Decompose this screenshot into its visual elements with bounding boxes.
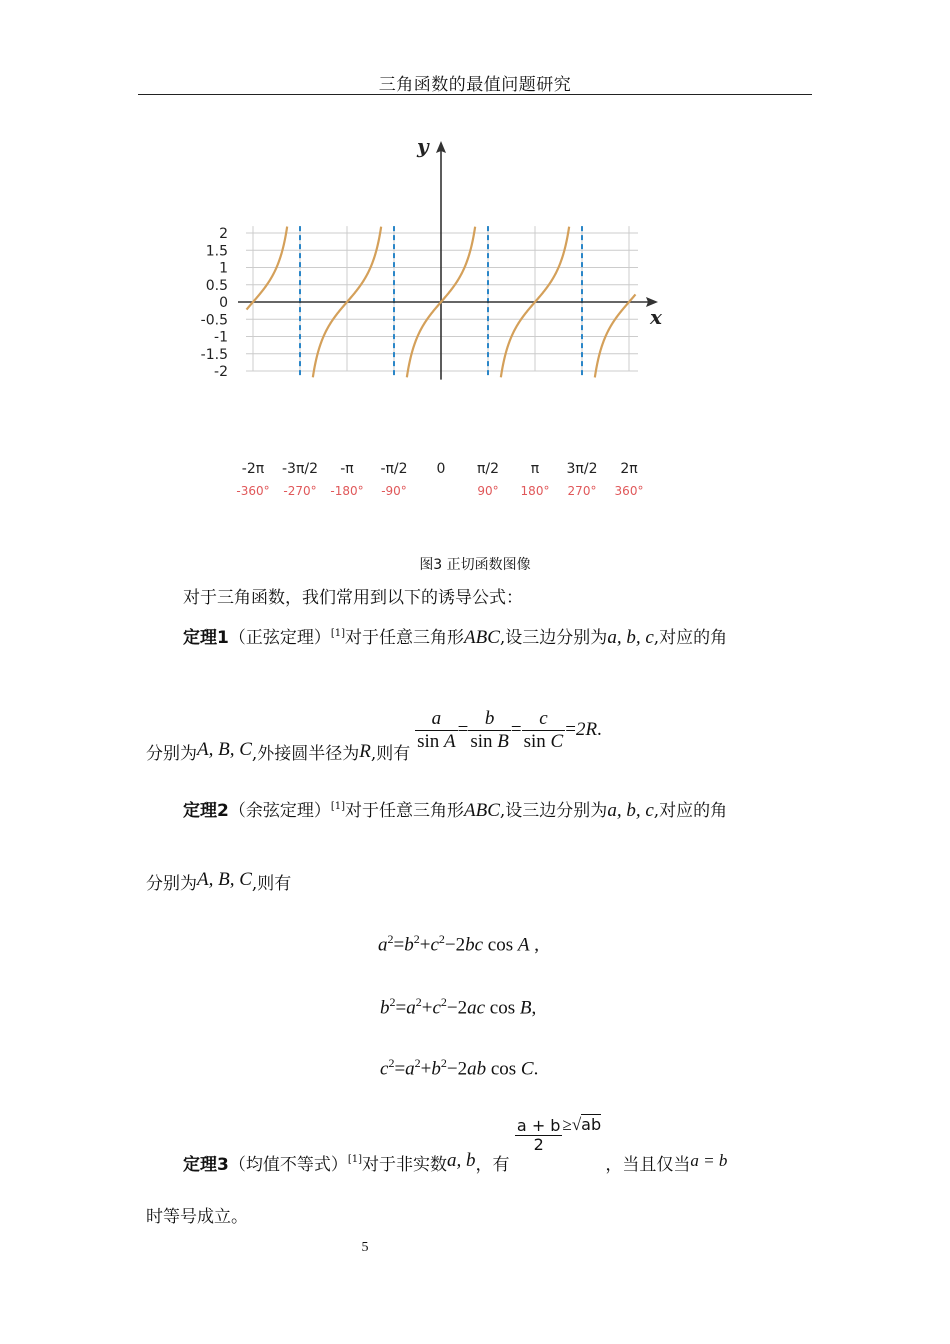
x-tick-label: 3π/2 [566,461,598,477]
cosine-law-eq-2: $b^2=a^2+c^2-2ac$ cos B, [380,995,537,1019]
theorem-1-ref: [1] [330,628,346,639]
x-tick-degree-label: 90° [477,484,499,498]
theorem-1-line1: 定理1（正弦定理）[1]对于任意三角形ABC,设三边分别为a, b, c,对应的角 [183,627,728,648]
theorem-1-title: 定理1 [183,628,229,648]
y-tick-label: 1.5 [205,243,228,260]
theorem-3-line1: 定理3（均值不等式）$_{[1]}$对于非实数a, b，有 $\frac{a + b}{2}$ ≥√ab ，当且仅当a = b [183,1114,728,1175]
theorem-2-ref: [1] [330,801,346,812]
page-number: 5 [361,1240,369,1255]
theorem-1-name: （正弦定理） [228,628,331,648]
figure-caption: 图3 正切函数图像 [419,557,531,573]
cosine-law-eq-3: $c^2=a^2+b^2-2ab$ cos C. [380,1056,539,1080]
y-tick-label: 0 [219,295,228,311]
y-tick-label: -2 [214,364,228,380]
x-tick-labels [236,461,643,498]
x-tick-label: π/2 [476,461,500,477]
chart-grid [246,226,638,371]
y-tick-labels [201,226,228,380]
triangle-name: ABC [464,627,500,648]
theorem-2-line1: 定理2（余弦定理）[1]对于任意三角形ABC,设三边分别为a, b, c,对应的角 [183,800,728,821]
theorem-3-title: 定理3 [183,1154,229,1175]
y-tick-label: 1 [219,260,228,277]
running-header: 三角函数的最值问题研究 [378,75,572,95]
chart-axes [238,134,663,380]
sine-law-formula: $\frac{a}{\text{sin A}}$ = $\frac{b}{\text{sin B}}$ = $\frac{c}{\text{sin C}}$ =2R. [417,708,602,752]
x-tick-degree-label: -270° [283,484,317,498]
x-tick-degree-label: -360° [236,484,270,498]
y-tick-label: -1.5 [200,346,228,363]
theorem-2-name: （余弦定理） [228,801,331,821]
x-tick-degree-label: -90° [381,484,407,498]
x-tick-label: 2π [620,461,638,477]
x-tick-label: π [530,461,540,477]
theorem-2-line2: 分别为A, B, C,则有 [146,869,292,894]
y-tick-label: 0.5 [205,277,228,294]
y-tick-label: 2 [219,226,228,242]
y-tick-label: -1 [214,329,228,346]
intro-text: 对于三角函数，我们常用到以下的诱导公式： [183,588,523,608]
x-tick-label: -π [340,461,354,477]
x-tick-label: -3π/2 [281,461,319,477]
y-tick-label: -0.5 [200,312,228,329]
y-axis-label: y [417,134,429,158]
theorem-3-line2: 时等号成立。 [146,1207,248,1227]
x-tick-degree-label: -180° [330,484,364,498]
x-tick-degree-label: 360° [614,484,644,498]
x-tick-degree-label: 270° [567,484,597,498]
x-tick-degree-label: 180° [520,484,550,498]
theorem-2-title: 定理2 [183,801,229,821]
x-tick-label: -π/2 [380,461,408,477]
x-tick-label: -2π [241,461,265,477]
am-gm-formula: $\frac{a + b}{2}$ ≥√ab [516,1114,602,1155]
x-tick-label: 0 [436,461,446,477]
header-rule [138,94,812,95]
theorem-3-name: （均值不等式） [228,1154,348,1175]
theorem-1-line2: 分别为A, B, C,外接圆半径为R,则有 $\frac{a}{\text{sin A}}$ = $\frac{b}{\text{sin B}}$ = $\frac{c}{\text{sin C}}$ =2R. [146,708,602,764]
cosine-law-eq-1: $a^2=b^2+c^2-2bc$ cos A , [378,932,539,956]
tangent-chart [180,125,680,515]
x-axis-label: x [650,305,662,329]
theorem-3-ref: [1] [347,1153,363,1165]
